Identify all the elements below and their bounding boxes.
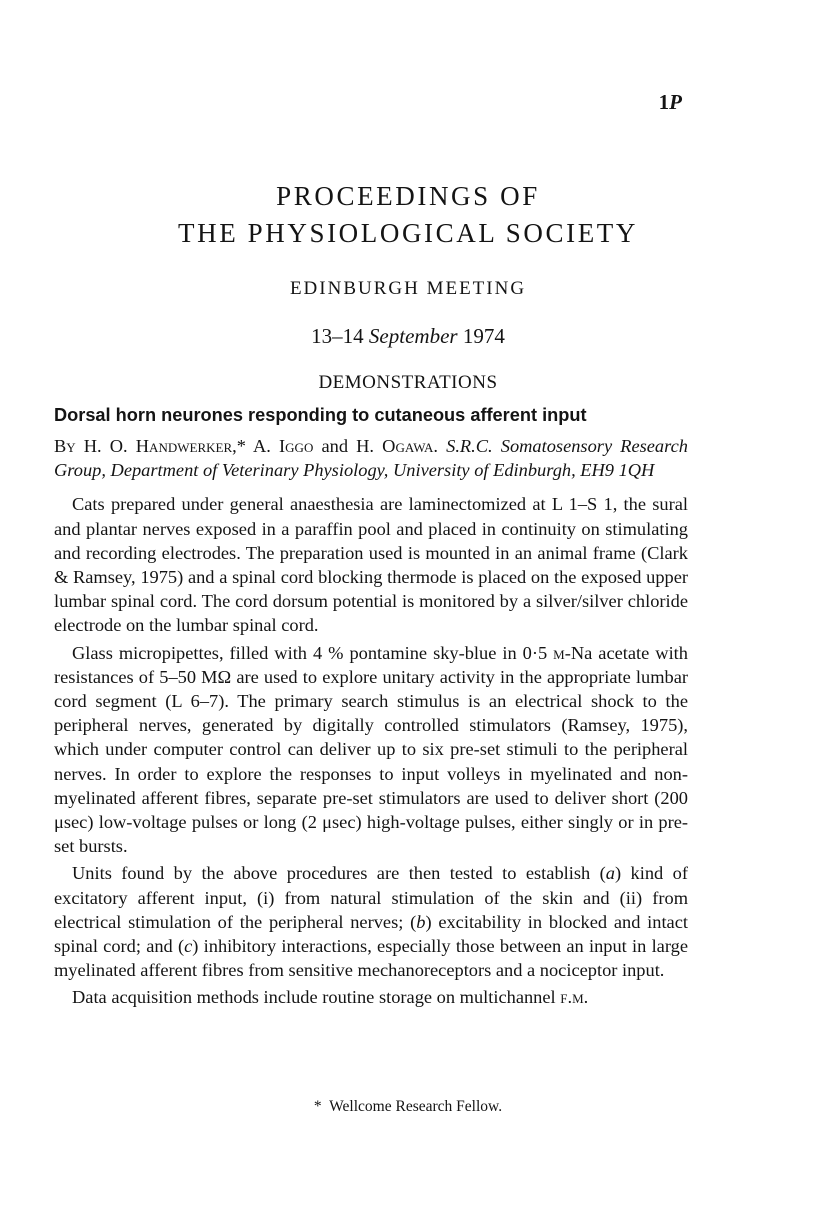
meeting-name: EDINBURGH MEETING <box>289 278 527 299</box>
author1-surname: Handwerker, <box>135 436 237 456</box>
footnote <box>0 1098 816 1116</box>
footnote-text: Wellcome Research Fellow. <box>329 1098 503 1115</box>
date-year: 1974 <box>462 324 505 348</box>
author3-initials: H. <box>356 436 375 456</box>
enum-b: b <box>416 911 426 932</box>
paragraph-3-part-1: Units found by the above procedures are then tested to establish ( <box>72 863 606 884</box>
paragraph-2 <box>54 641 688 859</box>
author1-footnote-mark: * <box>236 436 246 456</box>
paragraph-3-part-2: ) kind of excitatory afferent input, (i) from natural stimulation of the skin and (ii) from electrical stimulation of the peripheral nerves; ( <box>54 863 688 932</box>
abstract-title: Dorsal horn neurones responding to cutaneous afferent input <box>54 405 587 425</box>
affiliation: S.R.C. Somatosensory Research Group, Department of Veterinary Physiology, University of Edinburgh, EH9 1QH <box>54 436 688 481</box>
date-days: 13–14 <box>311 324 364 348</box>
footnote-mark: * <box>313 1098 322 1115</box>
meeting-dates <box>0 324 816 348</box>
paragraph-2-part-a: Glass micropipettes, filled with 4 % pontamine sky-blue in 0·5 <box>72 642 548 663</box>
molar-unit: m <box>553 642 565 663</box>
enum-a: a <box>605 863 615 884</box>
title-block <box>0 178 816 394</box>
page-number <box>659 90 682 115</box>
society-title-line2: THE PHYSIOLOGICAL SOCIETY <box>178 218 638 248</box>
author3-surname: Ogawa. <box>382 436 439 456</box>
and-word: and <box>321 436 349 456</box>
author1-initials: H. O. <box>83 436 128 456</box>
paragraph-3 <box>54 861 688 982</box>
by-label: By <box>54 436 76 456</box>
enum-c: c <box>184 936 193 957</box>
paragraph-1: Cats prepared under general anaesthesia are laminectomized at L 1–S 1, the sural and plantar nerves exposed in a paraffin pool and placed in continuity on stimulating and recording electrodes. The preparation used is mounted in an animal frame (Clark & Ramsey, 1975) and a spinal cord blocking thermode is placed on the exposed upper lumbar spinal cord. The cord dorsum potential is monitored by a silver/silver chloride electrode on the lumbar spinal cord. <box>54 494 688 636</box>
society-title-line1: PROCEEDINGS OF <box>276 181 540 211</box>
fm-abbrev: f.m. <box>560 987 589 1008</box>
author-line <box>54 434 688 482</box>
author2-surname: Iggo <box>279 436 314 456</box>
paragraph-2-part-b: -Na acetate with resistances of 5–50 MΩ are used to explore unitary activity in the appropriate lumbar cord segment (L 6–7). The primary search stimulus is an electrical shock to the peripheral nerves, generated by digitally controlled stimulators (Ramsey, 1975), which under computer control can deliver up to six pre-set stimuli to the peripheral nerves. In order to explore the responses to input volleys in myelinated and non-myelinated afferent fibres, separate pre-set stimulators are used to deliver short (200 μsec) low-voltage pulses or long (2 μsec) high-voltage pulses, either singly or in pre-set bursts. <box>54 642 688 857</box>
society-title <box>0 178 816 252</box>
date-month: September <box>368 324 458 348</box>
paragraph-3-part-3: ) excitability in blocked and intact spinal cord; and ( <box>54 911 688 957</box>
page-number-digit: 1 <box>658 90 670 114</box>
paragraph-4-text: Data acquisition methods include routine storage on multichannel <box>72 987 556 1008</box>
paragraph-4 <box>54 985 688 1009</box>
abstract <box>54 402 688 1010</box>
paragraph-3-part-4: ) inhibitory interactions, especially those between an input in large myelinated afferent fibres from sensitive mechanoreceptors and a nociceptor input. <box>54 936 688 981</box>
page-number-suffix: P <box>669 90 682 114</box>
author2-initials: A. <box>253 436 271 456</box>
section-heading: DEMONSTRATIONS <box>318 372 498 393</box>
